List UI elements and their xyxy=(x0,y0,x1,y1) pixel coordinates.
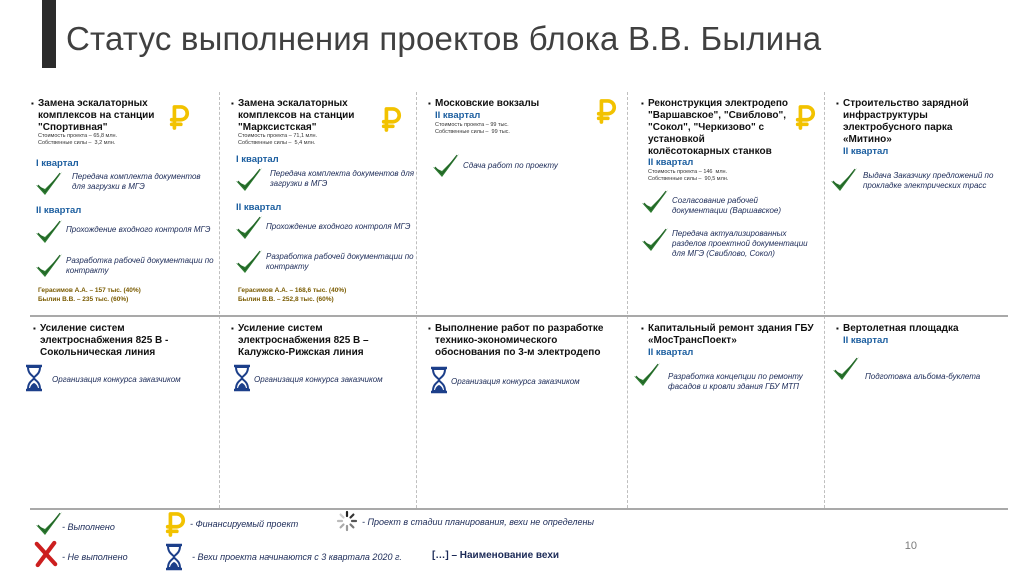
milestone-text: Разработка рабочей документации по контракту xyxy=(66,256,214,275)
hourglass-icon xyxy=(232,364,252,392)
quarter-label: II квартал xyxy=(236,202,282,213)
quarter-label: II квартал xyxy=(843,146,889,157)
project-title: ▪ Замена эскалаторных комплексов на станции "Спортивная" xyxy=(38,98,163,134)
project-card-sportivnaya xyxy=(30,92,219,315)
milestone-text: Передача актуализированных разделов проектной документации для МГЭ (Свиблово, Сокол) xyxy=(672,229,808,258)
milestone-text: Прохождение входного контроля МГЭ xyxy=(66,225,211,234)
milestone-text: Подготовка альбома-буклета xyxy=(865,372,981,381)
project-card-mitino xyxy=(825,92,1008,315)
cost-split: Герасимов А.А. – 168,6 тыс. (40%) Былин В.В. – 252,8 тыс. (60%) xyxy=(238,287,347,303)
project-card-marksistskaya xyxy=(220,92,416,315)
legend-planning-label: - Проект в стадии планирования, вехи не определены xyxy=(362,517,595,527)
quarter-label: I квартал xyxy=(236,154,279,165)
check-icon xyxy=(34,510,64,538)
legend-divider xyxy=(30,508,1008,510)
milestone-text: Организация конкурса заказчиком xyxy=(254,375,383,384)
check-icon xyxy=(829,166,859,194)
ruble-icon xyxy=(380,106,402,132)
project-card-kaluzhsko-rizhskaya xyxy=(220,317,416,508)
ruble-icon xyxy=(595,98,617,124)
project-cost: Стоимость проекта – 99 тыс. Собственные силы – 99 тыс. xyxy=(435,122,510,135)
milestone-text: Разработка рабочей документации по контракту xyxy=(266,252,414,271)
project-title: ▪ Капитальный ремонт здания ГБУ «МосТрансПоект» xyxy=(648,323,823,347)
check-icon xyxy=(234,166,264,194)
check-icon xyxy=(632,361,662,389)
quarter-label: II квартал xyxy=(648,347,694,358)
project-card-teo-depo xyxy=(417,317,627,508)
legend-not-done-label: - Не выполнено xyxy=(62,552,128,562)
ruble-icon xyxy=(168,104,190,130)
legend-name-hint: […] – Наименование вехи xyxy=(432,550,560,561)
project-title: ▪ Строительство зарядной инфраструктуры электробусного парка «Митино» xyxy=(843,98,973,146)
check-icon xyxy=(831,355,861,383)
project-title: ▪ Московские вокзалы xyxy=(435,98,585,110)
project-card-mostransproekt xyxy=(628,317,824,508)
project-title: ▪ Усиление систем электроснабжения 825 В - Сокольническая линия xyxy=(40,323,190,359)
check-icon xyxy=(640,188,670,216)
page-title: Статус выполнения проектов блока В.В. Былина xyxy=(66,20,822,57)
quarter-label: I квартал xyxy=(36,158,79,169)
cost-split: Герасимов А.А. – 157 тыс. (40%) Былин В.В. – 235 тыс. (60%) xyxy=(38,287,141,303)
project-card-sokolnicheskaya xyxy=(30,317,219,508)
milestone-text: Передача комплекта документов для загрузки в МГЭ xyxy=(72,172,201,191)
project-card-depo xyxy=(628,92,824,315)
check-icon xyxy=(234,248,264,276)
hourglass-icon xyxy=(164,543,184,571)
spinner-icon xyxy=(336,510,358,532)
milestone-text: Согласование рабочей документации (Варшавское) xyxy=(672,196,782,215)
project-cost: Стоимость проекта – 71,1 млн. Собственные силы – 5,4 млн. xyxy=(238,133,318,146)
milestone-text: Передача комплекта документов для загрузки в МГЭ xyxy=(270,169,415,188)
milestone-text: Разработка концепции по ремонту фасадов и кровли здания ГБУ МТП xyxy=(668,372,803,391)
project-title: ▪ Реконструкция электродепо "Варшавское", "Свиблово", "Сокол", "Черкизово" с установкой колёсотокарных станков xyxy=(648,98,788,158)
ruble-icon xyxy=(794,104,816,130)
project-cost: Стоимость проекта – 146 млн. Собственные силы – 90,5 млн. xyxy=(648,169,729,182)
hourglass-icon xyxy=(24,364,44,392)
legend-milestones-label: - Вехи проекта начинаются с 3 квартала 2020 г. xyxy=(192,552,402,562)
milestone-text: Прохождение входного контроля МГЭ xyxy=(266,222,411,231)
projects-grid xyxy=(30,92,1008,508)
check-icon xyxy=(34,170,64,198)
quarter-label: II квартал xyxy=(648,157,694,168)
check-icon xyxy=(234,214,264,242)
check-icon xyxy=(34,252,64,280)
project-title: ▪ Вертолетная площадка xyxy=(843,323,993,335)
check-icon xyxy=(34,218,64,246)
quarter-label: II квартал xyxy=(435,110,481,121)
check-icon xyxy=(640,226,670,254)
project-cost: Стоимость проекта – 65,8 млн. Собственные силы – 3,2 млн. xyxy=(38,133,118,146)
cross-icon xyxy=(34,540,58,568)
page-number: 10 xyxy=(904,540,917,552)
project-title: ▪ Усиление систем электроснабжения 825 В – Калужско-Рижская линия xyxy=(238,323,388,359)
quarter-label: II квартал xyxy=(843,335,889,346)
quarter-label: II квартал xyxy=(36,205,82,216)
legend-done-label: - Выполнено xyxy=(62,522,115,532)
project-title: ▪ Замена эскалаторных комплексов на станции "Марксистская" xyxy=(238,98,363,134)
milestone-text: Организация конкурса заказчиком xyxy=(451,377,580,386)
legend-funded-label: - Финансируемый проект xyxy=(190,519,299,529)
project-card-helipad xyxy=(825,317,1008,508)
title-accent-bar xyxy=(42,0,56,68)
project-card-vokzaly xyxy=(417,92,627,315)
hourglass-icon xyxy=(429,366,449,394)
ruble-icon xyxy=(164,511,186,537)
milestone-text: Сдача работ по проекту xyxy=(463,161,558,170)
milestone-text: Выдача Заказчику предложений по прокладке электрических трасс xyxy=(863,171,994,190)
project-title: ▪ Выполнение работ по разработке технико-экономического обоснования по 3-м электродепо xyxy=(435,323,610,359)
check-icon xyxy=(431,152,461,180)
milestone-text: Организация конкурса заказчиком xyxy=(52,375,181,384)
